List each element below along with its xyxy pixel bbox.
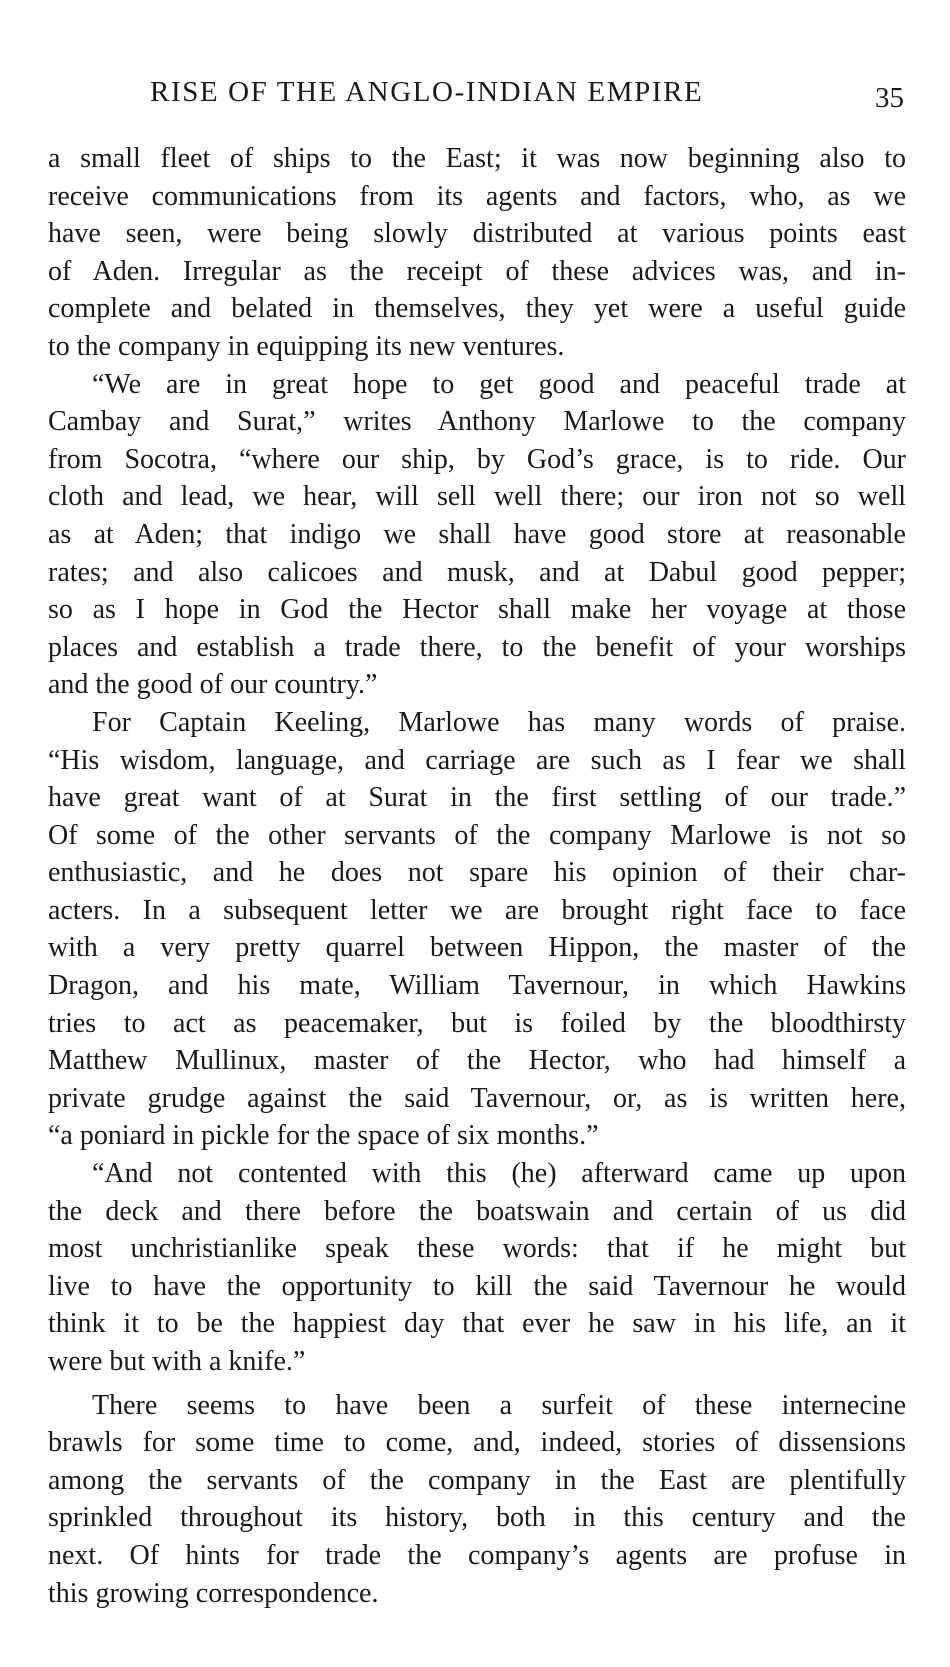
- text-line: so as I hope in God the Hector shall make her voyage at those: [48, 594, 906, 626]
- text-line: Of some of the other servants of the company Marlowe is not so: [48, 819, 906, 851]
- text-line: “And not contented with this (he) afterward came up upon: [92, 1158, 906, 1190]
- paragraph: [48, 704, 906, 1155]
- page-number: 35: [875, 82, 904, 114]
- text-line: and the good of our country.”: [48, 669, 378, 701]
- text-line: enthusiastic, and he does not spare his opinion of their char-: [48, 857, 906, 889]
- running-title: RISE OF THE ANGLO-INDIAN EMPIRE: [150, 76, 704, 108]
- text-line: “a poniard in pickle for the space of six months.”: [48, 1120, 599, 1152]
- text-line: think it to be the happiest day that ever he saw in his life, an it: [48, 1308, 906, 1340]
- text-line: Dragon, and his mate, William Tavernour, in which Hawkins: [48, 970, 906, 1002]
- text-line: brawls for some time to come, and, indeed, stories of dissensions: [48, 1427, 906, 1459]
- text-line: next. Of hints for trade the company’s agents are profuse in: [48, 1539, 906, 1571]
- text-line: from Socotra, “where our ship, by God’s grace, is to ride. Our: [48, 443, 906, 475]
- text-line: of Aden. Irregular as the receipt of these advices was, and in-: [48, 255, 906, 287]
- text-line: a small fleet of ships to the East; it was now beginning also to: [48, 143, 906, 174]
- text-line: live to have the opportunity to kill the said Tavernour he would: [48, 1270, 906, 1302]
- paragraph: [48, 1155, 906, 1381]
- text-line: Cambay and Surat,” writes Anthony Marlowe to the company: [48, 406, 906, 438]
- paragraph: [48, 1387, 906, 1613]
- text-line: most unchristianlike speak these words: that if he might but: [48, 1233, 906, 1265]
- text-line: “His wisdom, language, and carriage are such as I fear we shall: [48, 744, 906, 776]
- text-line: acters. In a subsequent letter we are brought right face to face: [48, 894, 906, 926]
- text-line: sprinkled throughout its history, both in this century and the: [48, 1502, 906, 1534]
- text-line: have great want of at Surat in the first settling of our trade.”: [48, 782, 906, 814]
- text-line: have seen, were being slowly distributed at various points east: [48, 218, 906, 250]
- text-line: to the company in equipping its new ventures.: [48, 330, 565, 362]
- text-line: as at Aden; that indigo we shall have good store at reasonable: [48, 518, 906, 550]
- text-line: cloth and lead, we hear, will sell well there; our iron not so well: [48, 481, 906, 513]
- paragraph: [48, 140, 906, 366]
- body-text: [48, 140, 906, 1612]
- text-line: “We are in great hope to get good and peaceful trade at: [92, 368, 906, 400]
- text-line: the deck and there before the boatswain and certain of us did: [48, 1195, 906, 1227]
- text-line: tries to act as peacemaker, but is foiled by the bloodthirsty: [48, 1007, 906, 1039]
- text-line: were but with a knife.”: [48, 1346, 306, 1377]
- text-line: places and establish a trade there, to the benefit of your worships: [48, 631, 906, 663]
- text-line: receive communications from its agents and factors, who, as we: [48, 180, 906, 212]
- text-line: Matthew Mullinux, master of the Hector, who had himself a: [48, 1045, 906, 1077]
- text-line: There seems to have been a surfeit of these internecine: [92, 1389, 906, 1421]
- text-line: rates; and also calicoes and musk, and at Dabul good pepper;: [48, 556, 906, 588]
- text-line: For Captain Keeling, Marlowe has many words of praise.: [92, 706, 906, 738]
- text-line: with a very pretty quarrel between Hippon, the master of the: [48, 932, 906, 964]
- text-line: this growing correspondence.: [48, 1577, 379, 1609]
- text-line: among the servants of the company in the East are plentifully: [48, 1464, 906, 1496]
- text-line: private grudge against the said Tavernour, or, as is written here,: [48, 1082, 906, 1114]
- text-line: complete and belated in themselves, they yet were a useful guide: [48, 293, 906, 325]
- paragraph: [48, 366, 906, 704]
